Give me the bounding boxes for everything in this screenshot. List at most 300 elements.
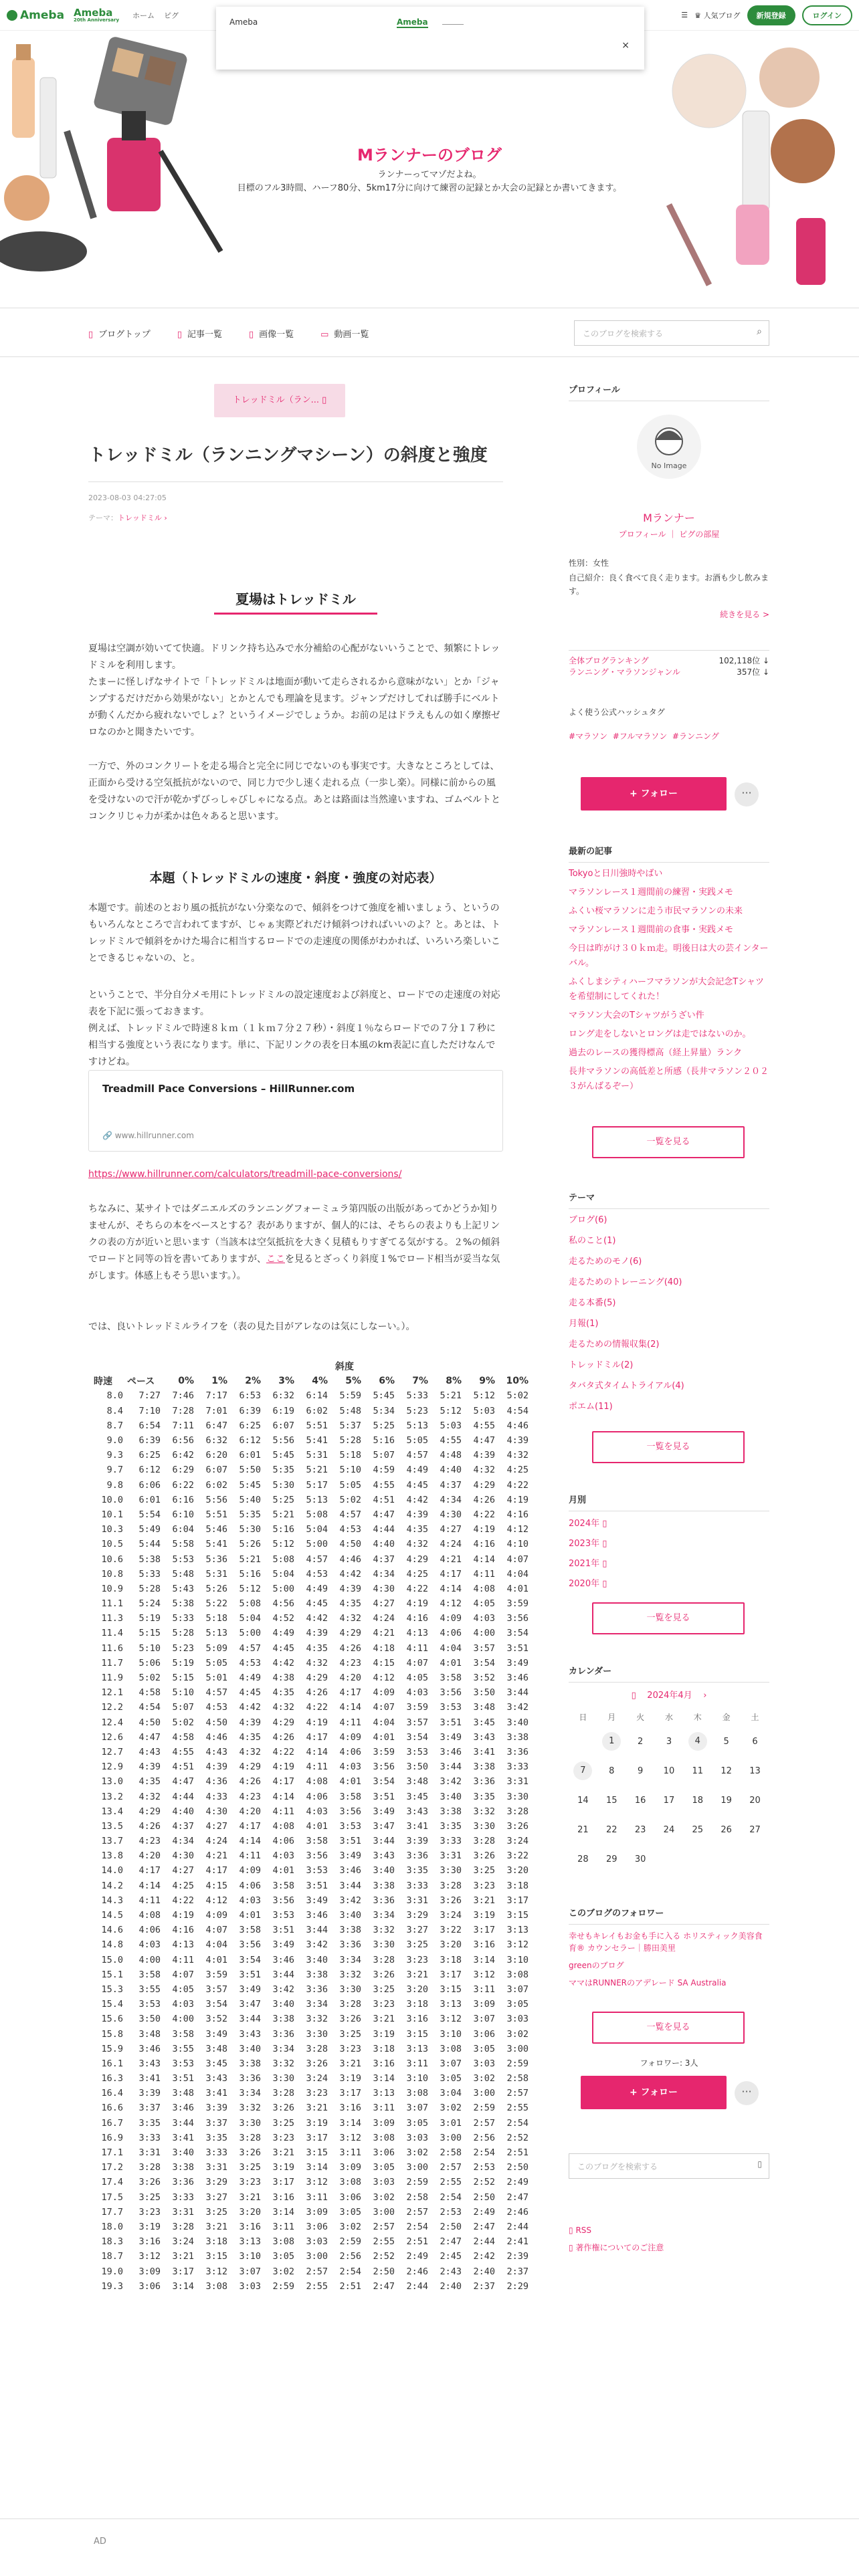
follow-button-bottom[interactable]: + フォロー [581,2076,727,2109]
grade-pace-cell: 3:36 [373,1895,395,1906]
grade-pace-cell: 4:23 [239,1791,261,1802]
avatar[interactable] [637,415,701,479]
grade-pace-cell: 3:32 [306,2014,328,2025]
nav-image-list[interactable] [249,327,294,340]
weekday: 水 [664,1712,673,1722]
theme-item[interactable]: 走るための情報収集(2) [569,1339,660,1350]
recent-item[interactable]: マラソンレース１週間前の食事・実践メモ [569,925,734,935]
calendar-day[interactable]: 12 [721,1765,732,1776]
prev-month-icon[interactable]: ▯ [631,1691,636,1701]
grade-pace-cell: 5:15 [172,1673,194,1684]
grade-pace-cell: 3:54 [506,1628,529,1639]
calendar-week [569,1815,769,1844]
month-item-label: 2020年 [569,1579,600,1589]
ameba-20th-logo-sub: 20th Anniversary [74,17,120,23]
hashtag[interactable]: #ランニング [672,732,719,741]
grade-pace-cell: 4:24 [205,1836,227,1847]
recent-item[interactable]: ロング走をしないとロングは走ではないのか。 [569,1029,751,1039]
speed-cell: 11.4 [101,1628,123,1639]
table-row [94,1759,529,1774]
follower-list-button[interactable]: 一覧を見る [592,2012,745,2044]
grade-pace-cell: 4:17 [306,1731,328,1743]
grid-icon[interactable]: ☰ [681,11,688,19]
grade-pace-cell: 7:11 [172,1420,194,1431]
calendar-month: 2024年4月 [647,1691,692,1701]
heading-underline [214,613,377,615]
grade-pace-cell: 3:12 [205,2266,227,2277]
grade-pace-cell: 4:06 [440,1628,462,1639]
profile-link[interactable]: プロフィール [618,530,666,539]
grade-pace-cell: 3:56 [506,1613,529,1624]
grade-pace-cell: 2:52 [473,2177,495,2188]
grade-pace-cell: 3:40 [172,2147,194,2159]
search-icon[interactable]: ⌕ [757,326,762,337]
grade-pace-cell: 4:09 [205,1910,227,1921]
month-item[interactable] [569,1577,769,1592]
grade-pace-cell: 3:36 [239,2073,261,2084]
follower-count: フォロワー: 3人 [640,2058,698,2068]
here-link[interactable]: ここ [266,1254,285,1265]
grade-pace-cell: 2:44 [506,2221,529,2232]
grade-pace-cell: 5:28 [339,1435,361,1446]
speed-cell: 17.2 [101,2162,123,2173]
grade-pace-cell: 4:03 [406,1687,428,1699]
grade-pace-cell: 3:03 [406,2132,428,2143]
grade-pace-cell: 3:36 [473,1776,495,1788]
grade-pace-cell: 3:13 [373,2088,395,2099]
sidebar-search-placeholder: このブログを検索する [577,2162,658,2171]
more-options-button[interactable]: ··· [735,782,759,807]
grade-pace-cell: 4:19 [272,1761,294,1773]
pace-cell: 5:33 [138,1568,161,1580]
chevron-down-icon: ▯ [602,1579,607,1589]
grade-pace-cell: 5:26 [205,1583,227,1594]
grade-pace-cell: 3:00 [440,2132,462,2143]
calendar-day[interactable] [683,1727,712,1756]
grade-pace-cell: 2:51 [506,2147,529,2159]
calendar-day[interactable] [597,1727,626,1756]
grade-pace-cell: 3:17 [473,1925,495,1936]
col-grade: 7% [412,1376,428,1387]
paragraph-5a: ちなみに、某サイトではダニエルズのランニングフォーミュラ第四版の出版があってかどうか知りませんが、そちらの本をベースとする？表がありますが、個人的には、そちらの表よりも上記リンクの表の方が近いと思います（当該本は空気抵抗を大きく見積もりすぎてる気がする。２%の傾斜でロードと同等の旨を書いてありますが、 [88,1204,500,1265]
grade-pace-cell: 3:18 [406,1999,428,2010]
grade-pace-cell: 4:16 [406,1613,428,1624]
weekday: 火 [636,1712,645,1722]
calendar-day[interactable]: 6 [752,1736,758,1747]
grade-pace-cell: 4:21 [440,1553,462,1565]
more-options-button-bottom[interactable]: ··· [735,2081,759,2105]
table-row [94,1582,529,1596]
grade-pace-cell: 3:18 [506,1880,529,1891]
calendar-day[interactable]: 16 [634,1795,646,1806]
calendar-day[interactable]: 14 [577,1795,589,1806]
speed-cell: 13.4 [101,1806,123,1817]
grade-pace-cell: 4:27 [373,1598,395,1610]
login-button[interactable]: ログイン [802,5,852,25]
theme-list [569,1213,769,1414]
pace-cell: 5:19 [138,1613,161,1624]
profile-name[interactable]: Mランナー [643,512,695,524]
grade-pace-cell: 4:53 [306,1568,328,1580]
calendar-week [569,1756,769,1786]
grade-pace-cell: 3:15 [440,1983,462,1995]
grade-pace-cell: 4:57 [306,1553,328,1565]
recent-item[interactable]: マラソン大会のTシャツがうざい件 [569,1010,704,1021]
grade-pace-cell: 2:49 [506,2177,529,2188]
grade-pace-cell: 4:11 [172,1954,194,1965]
grade-pace-cell: 4:32 [239,1746,261,1757]
theme-item[interactable]: 走るためのモノ(6) [569,1257,642,1267]
ameba-20th-logo[interactable] [74,8,119,23]
grade-pace-cell: 2:49 [406,2251,428,2262]
grade-pace-cell: 4:08 [272,1820,294,1832]
grade-pace-cell: 5:08 [272,1553,294,1565]
table-row [94,1656,529,1671]
recent-item[interactable]: 過去のレースの獲得標高（経上昇量）ランク [569,1048,743,1058]
grade-pace-cell: 5:56 [205,1494,227,1505]
grade-pace-cell: 3:06 [306,2221,328,2232]
grade-pace-cell: 3:33 [172,2191,194,2203]
calendar-day[interactable]: 2 [637,1736,644,1747]
grade-pace-cell: 5:04 [239,1613,261,1624]
close-icon[interactable]: × [622,40,630,51]
profile-more-link[interactable]: 続きを見る > [720,610,769,619]
calendar-day[interactable]: 9 [637,1765,644,1776]
grade-pace-cell: 3:53 [339,1820,361,1832]
grade-pace-cell: 3:05 [506,1999,529,2010]
grade-pace-cell: 2:57 [306,2266,328,2277]
register-button[interactable]: 新規登録 [747,5,795,25]
col-grade: 3% [278,1376,294,1387]
calendar-week [569,1844,769,1874]
calendar-day[interactable]: 21 [577,1824,589,1835]
grade-pace-cell: 3:58 [172,2028,194,2040]
follower-item[interactable]: greenのブログ [569,1961,624,1970]
grade-pace-cell: 3:02 [406,2147,428,2159]
calendar-day[interactable]: 24 [663,1824,675,1835]
ranking-genre[interactable] [569,666,769,677]
table-row [94,1819,529,1834]
grade-pace-cell: 3:43 [473,1731,495,1743]
grade-pace-cell: 2:57 [440,2162,462,2173]
pace-cell: 3:19 [138,2221,161,2232]
theme-item[interactable]: タバタ式タイムトライアル(4) [569,1381,684,1391]
table-row [94,1715,529,1730]
table-row [94,2056,529,2071]
grade-pace-cell: 4:40 [172,1806,194,1817]
next-month-icon[interactable]: › [703,1691,707,1701]
grade-pace-cell: 3:14 [172,2280,194,2292]
blog-header [0,31,859,308]
speed-cell: 19.3 [101,2280,123,2292]
grade-pace-cell: 5:33 [406,1390,428,1402]
grade-pace-cell: 3:58 [306,1836,328,1847]
calendar-day[interactable]: 18 [692,1795,704,1806]
pace-cell: 3:37 [138,2103,161,2114]
blog-search-input[interactable] [574,320,769,346]
grade-pace-cell: 3:38 [272,2014,294,2025]
pace-cell: 3:16 [138,2236,161,2248]
calendar-day[interactable]: 17 [663,1795,675,1806]
grade-pace-cell: 3:40 [373,1865,395,1876]
theme-item[interactable]: トレッドミル(2) [569,1360,634,1370]
speed-cell: 11.3 [101,1613,123,1624]
grade-pace-cell: 3:51 [506,1642,529,1654]
table-row [94,1982,529,1997]
grade-pace-cell: 3:57 [205,1983,227,1995]
grade-pace-cell: 3:36 [172,2177,194,2188]
copyright-link[interactable] [569,2242,769,2253]
popular-blog-label: 人気ブログ [703,11,741,20]
recent-item[interactable]: マラソンレース１週間前の練習・実践メモ [569,887,734,897]
grade-pace-cell: 2:46 [506,2206,529,2218]
grade-pace-cell: 3:57 [406,1717,428,1728]
grade-pace-cell: 4:14 [473,1553,495,1565]
grade-pace-cell: 4:14 [306,1746,328,1757]
search-icon[interactable]: ▯ [757,2159,762,2169]
grade-pace-cell: 3:11 [272,2221,294,2232]
grade-pace-cell: 7:17 [205,1390,227,1402]
article-theme-link[interactable]: トレッドミル [118,514,162,522]
grade-pace-cell: 4:35 [239,1731,261,1743]
calendar-day[interactable]: 11 [692,1765,704,1776]
follower-item[interactable]: 幸せもキレイもお金も手に入る ホリスティック美容食育® カウンセラー｜勝田美里 [569,1931,763,1953]
pace-cell: 3:26 [138,2177,161,2188]
table-row [94,2205,529,2220]
popup-ameba-link[interactable]: Ameba [397,17,428,27]
grade-pace-cell: 5:16 [373,1435,395,1446]
month-item[interactable] [569,1517,769,1531]
theme-item[interactable]: 月報(1) [569,1319,599,1329]
month-item[interactable] [569,1557,769,1572]
grade-pace-cell: 3:50 [473,1687,495,1699]
col-speed: 時速 [94,1376,112,1388]
grade-pace-cell: 4:19 [406,1598,428,1610]
grade-pace-cell: 5:12 [440,1405,462,1416]
table-row [94,1774,529,1789]
grade-pace-cell: 3:39 [406,1836,428,1847]
grade-pace-cell: 3:49 [440,1731,462,1743]
grade-pace-cell: 3:14 [473,1954,495,1965]
theme-item[interactable]: 走るためのトレーニング(40) [569,1277,682,1287]
popup-divider [442,24,464,25]
calendar-day[interactable]: 29 [605,1854,617,1864]
grade-pace-cell: 3:19 [272,2162,294,2173]
grade-pace-cell: 5:26 [239,1539,261,1550]
recent-item[interactable]: Tokyoと日川強時やばい [569,869,663,879]
popular-blog-link[interactable] [694,10,740,21]
grade-pace-cell: 3:44 [506,1687,529,1699]
recent-list-button[interactable]: 一覧を見る [592,1126,745,1158]
grade-pace-cell: 4:04 [440,1642,462,1654]
calendar-day[interactable]: 13 [749,1765,761,1776]
article-date: 2023-08-03 04:27:05 [88,494,167,502]
calendar-day[interactable]: 20 [749,1795,761,1806]
sidebar-search-input[interactable] [569,2153,769,2179]
grade-pace-cell: 3:26 [272,2103,294,2114]
table-row [94,2071,529,2086]
col-grade: 6% [379,1376,395,1387]
pace-cell: 3:41 [138,2073,161,2084]
grade-pace-cell: 4:01 [440,1657,462,1669]
calendar-day[interactable]: 23 [634,1824,646,1835]
pigg-link[interactable]: ピグの部屋 [679,530,720,539]
pace-cell: 3:39 [138,2088,161,2099]
grade-pace-cell: 4:32 [506,1450,529,1461]
grade-pace-cell: 3:39 [205,2103,227,2114]
theme-item[interactable]: ブログ(6) [569,1215,607,1225]
ranking-overall[interactable] [569,650,769,666]
theme-button[interactable] [214,384,345,417]
grade-pace-cell: 4:01 [306,1820,328,1832]
article-title[interactable]: トレッドミル（ランニングマシーン）の斜度と強度 [88,443,503,482]
nav-entry-list[interactable] [177,327,222,340]
grade-pace-cell: 6:01 [239,1450,261,1461]
calendar-day[interactable]: 28 [577,1854,589,1864]
pace-cell: 4:11 [138,1895,161,1906]
grade-pace-cell: 4:25 [506,1465,529,1476]
grade-pace-cell: 5:31 [205,1568,227,1580]
grade-pace-cell: 3:25 [373,1983,395,1995]
grade-pace-cell: 3:59 [205,1969,227,1980]
table-row [94,1478,529,1493]
grade-pace-cell: 3:21 [339,2058,361,2069]
grade-pace-cell: 3:08 [440,2043,462,2054]
speed-cell: 13.7 [101,1836,123,1847]
calendar-day[interactable]: 22 [605,1824,617,1835]
grade-pace-cell: 4:00 [172,2014,194,2025]
hashtag[interactable]: #マラソン [569,732,608,741]
link-card[interactable] [88,1070,503,1152]
theme-item[interactable]: 私のこと(1) [569,1236,616,1246]
recent-item[interactable]: ふくい桜マラソンに走う市民マラソンの未来 [569,906,743,916]
calendar-day[interactable]: 15 [605,1795,617,1806]
grade-pace-cell: 3:42 [440,1776,462,1788]
grade-pace-cell: 3:16 [339,2103,361,2114]
month-list-button[interactable]: 一覧を見る [592,1602,745,1634]
grade-pace-cell: 4:35 [272,1687,294,1699]
grade-pace-cell: 3:24 [440,1910,462,1921]
grade-pace-cell: 4:44 [373,1524,395,1535]
grade-header: 斜度 [335,1362,354,1373]
speed-cell: 14.8 [101,1939,123,1951]
theme-list-button[interactable]: 一覧を見る [592,1431,745,1463]
speed-cell: 15.6 [101,2014,123,2025]
grade-pace-cell: 4:32 [406,1539,428,1550]
calendar-day[interactable]: 8 [609,1765,615,1776]
hashtag[interactable]: #フルマラソン [612,732,668,741]
table-row [94,1448,529,1463]
grade-pace-cell: 3:22 [506,1850,529,1862]
grade-pace-cell: 3:07 [406,2103,428,2114]
calendar-day[interactable]: 26 [721,1824,732,1835]
calendar-day[interactable]: 27 [749,1824,761,1835]
grade-pace-cell: 4:05 [172,1983,194,1995]
theme-item[interactable]: 走る本番(5) [569,1298,616,1308]
grade-pace-cell: 3:28 [339,1999,361,2010]
grade-pace-cell: 3:33 [440,1836,462,1847]
grade-pace-cell: 2:52 [373,2251,395,2262]
calendar-day[interactable]: 25 [692,1824,704,1835]
grade-pace-cell: 3:25 [239,2162,261,2173]
nav-video-list[interactable] [320,327,369,340]
table-row [94,2264,529,2278]
grade-pace-cell: 3:24 [306,2073,328,2084]
grade-pace-cell: 5:37 [339,1420,361,1431]
calendar-day[interactable]: 3 [666,1736,672,1747]
grade-pace-cell: 3:31 [440,1850,462,1862]
grade-pace-cell: 3:08 [506,1969,529,1980]
grade-pace-cell: 3:35 [440,1820,462,1832]
grade-pace-cell: 3:31 [172,2206,194,2218]
grade-pace-cell: 6:02 [306,1405,328,1416]
theme-item[interactable]: ポエム(11) [569,1402,613,1412]
grade-pace-cell: 3:36 [406,1850,428,1862]
recent-item[interactable]: 今日は昨がけ３０ｋｍ走。明後日は大の芸インターバル。 [569,944,769,968]
grade-pace-cell: 4:52 [272,1613,294,1624]
calendar-day[interactable]: 10 [663,1765,675,1776]
paragraph-5b: を見るとざっくり斜度１%でロード相当が妥当な気がします。体感上もそう思います。）。 [88,1254,500,1281]
calendar-day[interactable]: 30 [634,1854,646,1864]
pace-cell: 3:55 [138,1983,161,1995]
table-row [94,1551,529,1566]
grade-pace-cell: 3:55 [172,2043,194,2054]
external-link[interactable]: https://www.hillrunner.com/calculators/treadmill-pace-conversions/ [88,1169,402,1180]
calendar-day[interactable] [569,1756,597,1786]
grade-pace-cell: 3:05 [473,2043,495,2054]
table-row [94,1863,529,1878]
grade-pace-cell: 4:49 [272,1628,294,1639]
table-row [94,1522,529,1537]
grade-pace-cell: 4:24 [373,1613,395,1624]
grade-pace-cell: 2:43 [440,2266,462,2277]
grade-pace-cell: 3:34 [239,2088,261,2099]
grade-pace-cell: 4:58 [172,1731,194,1743]
follow-button[interactable]: + フォロー [581,777,727,811]
calendar-week [569,1786,769,1815]
month-item[interactable] [569,1537,769,1551]
recent-item[interactable]: 長井マラソンの高低差と所感（長井マラソン２０２３がんばるぞー） [569,1067,769,1091]
home-icon: ▯ [88,330,94,340]
grade-pace-cell: 3:36 [339,1939,361,1951]
grade-pace-cell: 5:30 [272,1479,294,1491]
grade-pace-cell: 3:44 [440,1761,462,1773]
grade-pace-cell: 2:59 [473,2103,495,2114]
ameba-logo[interactable] [7,9,64,22]
month-item-label: 2024年 [569,1519,600,1529]
top-nav-home[interactable]: ホーム [132,11,155,20]
col-grade: 5% [345,1376,361,1387]
grade-pace-cell: 3:43 [373,1850,395,1862]
pace-cell: 6:01 [138,1494,161,1505]
weekday: 金 [722,1712,731,1722]
grade-pace-cell: 3:45 [406,1791,428,1802]
grade-pace-cell: 3:47 [239,1999,261,2010]
grade-pace-cell: 2:58 [406,2191,428,2203]
calendar-day[interactable]: 19 [721,1795,732,1806]
rss-link[interactable] [569,2226,769,2235]
recent-item[interactable]: ふくしまシティハーフマラソンが大会記念Tシャツを希望制にしてくれた！ [569,977,764,1002]
grade-pace-cell: 3:44 [306,1925,328,1936]
blog-title[interactable]: Mランナーのブログ [357,146,502,165]
grade-pace-cell: 3:56 [440,1687,462,1699]
grade-pace-cell: 3:23 [306,2088,328,2099]
top-nav-pigg[interactable]: ピグ [164,11,179,20]
nav-blog-top[interactable] [88,327,151,340]
calendar-day[interactable]: 5 [723,1736,729,1747]
grade-pace-cell: 5:17 [306,1479,328,1491]
follower-item[interactable]: ママはRUNNERのアデレード SA Australia [569,1978,727,1988]
